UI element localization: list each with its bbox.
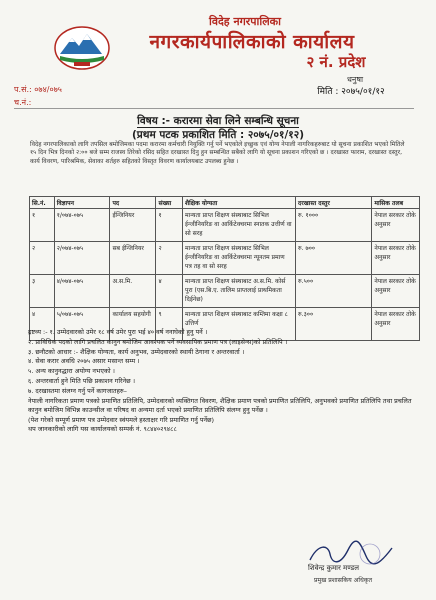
note-item: २. प्राविधिक पदको लागि प्रचलित कानुन बमोजिम आवश्यक पर्ने व्यवसायिक प्रमाण पत्र (लाइसेन्स)को प्रतिलिपि । [28, 337, 288, 346]
row-post: सब ईन्जिनियर [110, 242, 156, 275]
note-item: नेपाली नागरिकता प्रमाण पत्रको प्रमाणित प्रतिलिपि, उम्मेदवारको व्यक्तिगत विवरण, शैक्षिक प्रमाण पत्रको प्रमाणित प्रतिलिपि, अनुभवको प्रमाणित प्रतिलिपि तथा प्रचलित कानुन बमोजिम विभिन्न काउन्सील वा परिषद वा अन्यमा दर्ता भएको प्रमाणित प्रतिलिपि संलग्न हुनु पर्नेछ । [28, 396, 412, 414]
notice-subject: विषय :- करारमा सेवा लिने सम्बन्धि सूचना [137, 115, 299, 127]
dispatch-number: च.नं.: [14, 98, 32, 107]
signatory-title: प्रमुख प्रशासकिय अधिकृत [314, 577, 373, 584]
note-item: ६. अन्तरवार्ता हुने मिति पछि प्रकाशन गरिनेछ । [28, 376, 136, 385]
row-fee: रु. १००० [296, 209, 372, 242]
row-advertisement: २/०७४-०७५ [54, 242, 110, 275]
row-fee: रु.५०० [296, 275, 372, 308]
province-label: २ नं. प्रदेश [306, 53, 366, 71]
row-advertisement: ५/०७४-०७५ [54, 308, 110, 341]
notes-section [28, 328, 412, 435]
row-qualification: मान्यता प्राप्त शिक्षण संस्थाबाट सिभिल ईन्जीनियरिङ वा आर्किटेक्चरमा स्नातक उत्तीर्ण वा सो सरह [183, 209, 296, 242]
row-qualification: मान्यता प्राप्त शिक्षण संस्थाबाट सिभिल ईन्जीनियरिङ वा आर्किटेक्चरमा न्यूनतम प्रमाण पत्र तह वा सो सरह [183, 242, 296, 275]
col-salary: मासिक तलब [372, 197, 420, 209]
issue-date: मिति : २०७५/०१/१२ [317, 87, 385, 97]
header-divider [14, 108, 414, 109]
table-row [30, 242, 420, 275]
table-row [30, 209, 420, 242]
publication-date: (प्रथम पटक प्रकाशित मिति : २०७५/०१/१२) [131, 129, 304, 141]
col-qualification: शैक्षिक योग्यता [183, 197, 296, 209]
note-item: ३. छनौटको आधार :- शैक्षिक योग्यता, कार्य अनुभव, उम्मेदवारको स्थायी ठेगाना र अन्तरवार्ता । [28, 347, 245, 356]
col-post: पद [110, 197, 156, 209]
row-salary: नेपाल सरकार तोके अनुसार [372, 209, 420, 242]
note-item: ४. सेवा करार अवधि २०७५ असार मसान्त सम्म । [28, 357, 140, 366]
row-salary: नेपाल सरकार तोके अनुसार [372, 308, 420, 341]
row-post: अ.स.मि. [110, 275, 156, 308]
row-qualification: मान्यता प्राप्त शिक्षण संस्थाबाट अ.स.मि. कोर्स पुरा (एस.बि.ए. तालिम प्राप्तलाई प्राथमिकता दिईनेछ) [183, 275, 296, 308]
row-salary: नेपाल सरकार तोके अनुसार [372, 242, 420, 275]
col-count: संख्या [156, 197, 183, 209]
letter-number: प.सं.: ०७४/०७५ [14, 85, 62, 94]
row-count: ४ [156, 275, 183, 308]
row-advertisement: १/०७४-०७५ [54, 209, 110, 242]
row-serial: १ [30, 209, 55, 242]
row-count: ९ [156, 308, 183, 341]
row-salary: नेपाल सरकार तोके अनुसार [372, 275, 420, 308]
note-item: (पेश गरेको सम्पूर्ण प्रमाण पत्र उम्मेदवार स्वंयमले हस्ताक्षर गरि प्रमाणित गर्नु पर्नेछ) [28, 415, 215, 424]
signatory-name: शिवेन्द्र कुमार मण्डल [308, 564, 360, 572]
note-item: द्रष्टव्य :- १. उम्मेदवारको उमेर १८ वर्ष उमेर पुरा भई ४० वर्ष ननाघेको हुनु पर्ने । [28, 328, 208, 336]
intro-paragraph: विदेह नगरपालिकाको लागि तपसिल बमोजिमका पदमा करारमा कर्मचारी नियुक्ति गर्नु पर्ने भएकोले इच्छुक एवं योग्य नेपाली नागरिकहरुबाट यो सूचना प्रकाशित भएको मितिले १५ दिन भित्र दिनको २:०० बजे सम्म राजस्व तिरेको रसिद सहित दरखास्त दिनु हुन सम्बन्धित सबैको लागि यो सूचना प्रकाशन गरिएको छ । दरखास्त फाराम, दरखास्त दस्तुर, कार्य विवरण, पारिश्रमिक, सेवाका शर्तहरु सहितको विस्तृत विवरण कार्यालयबाट उपलब्ध हुनेछ । [30, 141, 405, 165]
row-fee: रु.३०० [296, 308, 372, 341]
note-item: थप जानकारीको लागि यस कार्यालयको सम्पर्क नं. ९८४४०२९४८८ [28, 425, 177, 434]
row-serial: ३ [30, 275, 55, 308]
vacancy-table [29, 196, 420, 341]
office-title: नगरकार्यपालिकाको कार्यालय [149, 31, 355, 53]
table-row [30, 275, 420, 308]
row-fee: रु. ७०० [296, 242, 372, 275]
municipality-logo-icon [52, 22, 112, 72]
row-count: १ [156, 209, 183, 242]
row-count: २ [156, 242, 183, 275]
note-item: ५. अन्य कानुनद्धारा अयोग्य नभएको । [28, 367, 115, 376]
row-advertisement: ४/०७४-०७५ [54, 275, 110, 308]
col-advertisement: विज्ञापन [54, 197, 110, 209]
row-post: कार्यालय सहयोगी [110, 308, 156, 341]
municipality-name: विदेह नगरपालिका [209, 15, 281, 28]
col-serial: सि.नं. [30, 197, 55, 209]
row-serial: ४ [30, 308, 55, 341]
row-post: ईन्जिनियर [110, 209, 156, 242]
col-fee: दरखास्त दस्तुर [296, 197, 372, 209]
table-header-row [30, 197, 420, 209]
row-serial: २ [30, 242, 55, 275]
row-qualification: मान्यता प्राप्त शिक्षण संस्थाबाट कम्तिमा कक्षा ८ उत्तिर्ण [183, 308, 296, 341]
district-label: धनुषा [346, 75, 364, 84]
note-item: ७. दरखास्तमा संलग्न गर्नु पर्ने कागजातहरु– [28, 386, 127, 395]
